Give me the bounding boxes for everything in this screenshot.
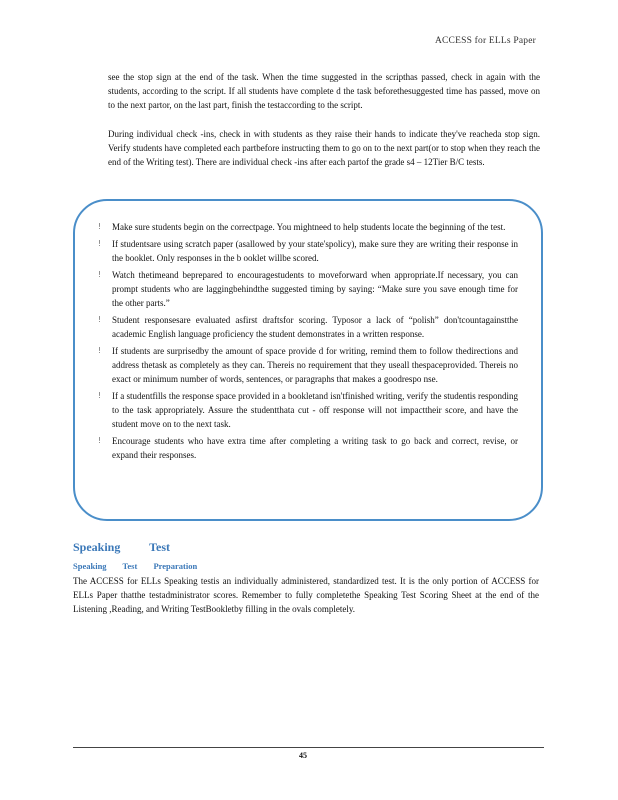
exclamation-icon: ! <box>98 239 102 248</box>
tip-text: Encourage students who have extra time after completing a writing task to go back and correct, revise, or expand their responses. <box>112 436 518 460</box>
running-header: ACCESS for ELLs Paper <box>434 36 536 46</box>
tip-text: Make sure students begin on the correctpage. You mightneed to help students locate the beginning of the test. <box>112 222 506 232</box>
section-heading: Speaking Test <box>73 540 171 554</box>
exclamation-icon: ! <box>98 315 102 324</box>
tip-text: If a studentfills the response space provided in a bookletand isn'tfinished writing, verify the studentis responding to the task appropriately. Assure the studentthata cut - off response will not impacttheir score, and have the student move on to the next task. <box>112 391 518 429</box>
section-subheading: Speaking Test Preparation <box>73 561 198 571</box>
tip-item <box>98 220 518 234</box>
tip-text: Student responsesare evaluated asfirst draftsfor scoring. Typosor a lack of “polish” don'tcountagainstthe academic English language proficiency the student demonstrates in a written response. <box>112 315 518 339</box>
exclamation-icon: ! <box>98 391 102 400</box>
tip-text: If students are surprisedby the amount of space provide d for writing, remind them to follow thedirections and address thetask as completely as they can. Thereis no requirement that they useall thespaceprovided. Thereis no exact or minimum number of words, sentences, or paragraphs that makes a goodrespo nse. <box>112 346 518 384</box>
tip-text: Watch thetimeand beprepared to encouragestudents to moveforward when appropriate.If necessary, you can prompt students who are laggingbehindthe suggested timing by saying: “Make sure you save enough time for the other parts.” <box>112 270 518 308</box>
exclamation-icon: ! <box>98 346 102 355</box>
tip-item <box>98 389 518 431</box>
footer-divider <box>73 747 544 748</box>
page-number: 45 <box>299 751 307 760</box>
tip-item <box>98 434 518 462</box>
tip-item <box>98 237 518 265</box>
exclamation-icon: ! <box>98 436 102 445</box>
check-ins-paragraph: During individual check -ins, check in with students as they raise their hands to indicate they've reacheda stop sign. Verify students have completed each partbefore instructing them to go on to the next part(or to stop when they reach the end of the Writing test). There are individual check -ins after each partof the grade s4 – 12Tier B/C tests. <box>108 129 540 168</box>
tip-item <box>98 268 518 310</box>
tip-item <box>98 344 518 386</box>
tip-text: If studentsare using scratch paper (asallowed by your state'spolicy), make sure they are writing their response in the booklet. Only responses in the b ooklet willbe scored. <box>112 239 518 263</box>
speaking-paragraph: The ACCESS for ELLs Speaking testis an individually administered, standardized test. It is the only portion of ACCESS for ELLs Paper thatthe testadministrator scores. Remember to fully completethe Speaking Test Scoring Sheet at the end of the Listening ,Reading, and Writing TestBookletby filling in the ovals completely. <box>73 576 539 615</box>
tip-item <box>98 313 518 341</box>
exclamation-icon: ! <box>98 222 102 231</box>
tips-list <box>98 220 518 465</box>
exclamation-icon: ! <box>98 270 102 279</box>
intro-paragraph: see the stop sign at the end of the task. When the time suggested in the scripthas passed, check in again with the students, according to the script. If all students have complete d the task beforethesuggested time has passed, move on to the next partor, on the last part, finish the testaccording to the script. <box>108 72 540 111</box>
